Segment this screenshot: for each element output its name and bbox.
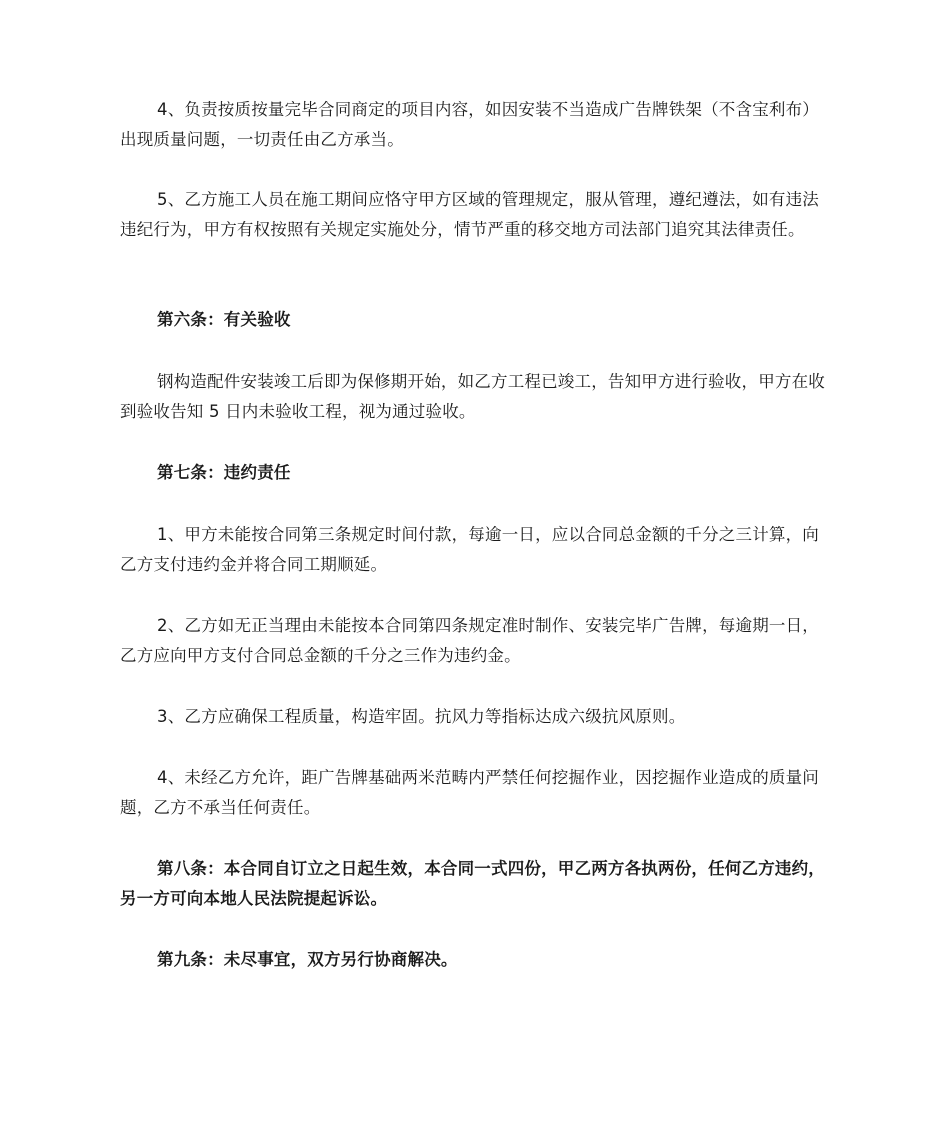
clause-9: 第九条：未尽事宜，双方另行协商解决。 bbox=[157, 950, 458, 969]
clause-6-body: 钢构造配件安装竣工后即为保修期开始，如乙方工程已竣工，告知甲方进行验收，甲方在收到验收告知 5 日内未验收工程，视为通过验收。 bbox=[120, 372, 825, 421]
clause-7-item-4: 4、未经乙方允许，距广告牌基础两米范畴内严禁任何挖掘作业，因挖掘作业造成的质量问题，乙方不承当任何责任。 bbox=[120, 768, 819, 817]
clause-7-item-2: 2、乙方如无正当理由未能按本合同第四条规定准时制作、安装完毕广告牌，每逾期一日，乙方应向甲方支付合同总金额的千分之三作为违约金。 bbox=[120, 616, 819, 665]
clause-5-item-5: 5、乙方施工人员在施工期间应恪守甲方区域的管理规定，服从管理，遵纪遵法，如有违法违纪行为，甲方有权按照有关规定实施处分，情节严重的移交地方司法部门追究其法律责任。 bbox=[120, 190, 819, 239]
clause-7-item-1: 1、甲方未能按合同第三条规定时间付款，每逾一日，应以合同总金额的千分之三计算，向乙方支付违约金并将合同工期顺延。 bbox=[120, 525, 819, 574]
clause-6-heading: 第六条：有关验收 bbox=[157, 310, 291, 329]
clause-7-item-3: 3、乙方应确保工程质量，构造牢固。抗风力等指标达成六级抗风原则。 bbox=[157, 707, 686, 726]
clause-8: 第八条：本合同自订立之日起生效，本合同一式四份，甲乙两方各执两份，任何乙方违约，另一方可向本地人民法院提起诉讼。 bbox=[120, 859, 825, 908]
clause-7-heading: 第七条：违约责任 bbox=[157, 463, 291, 482]
clause-5-item-4: 4、负责按质按量完毕合同商定的项目内容，如因安装不当造成广告牌铁架（不含宝利布）出现质量问题，一切责任由乙方承当。 bbox=[120, 100, 819, 149]
